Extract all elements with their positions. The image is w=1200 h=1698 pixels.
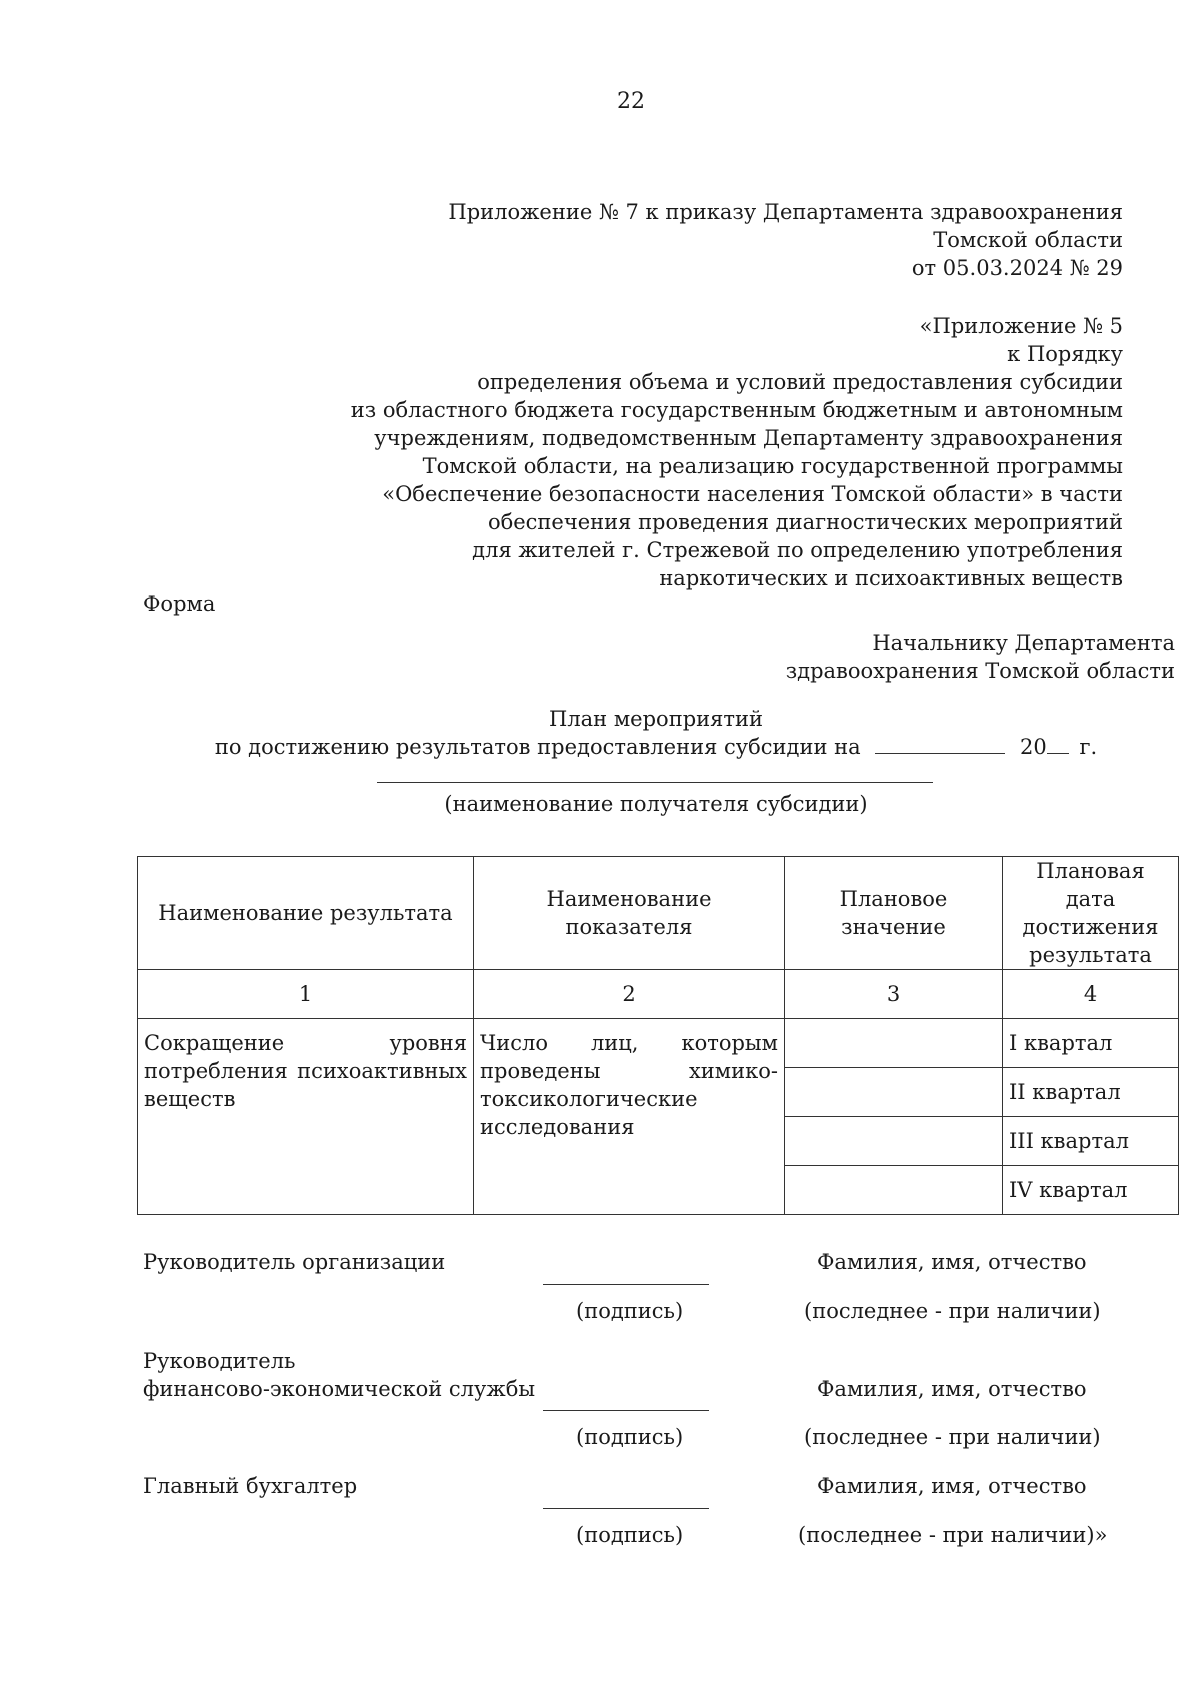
finance-label-line: Руководитель <box>143 1349 296 1373</box>
signature-line <box>543 1508 709 1509</box>
form-label: Форма <box>143 592 216 616</box>
quarter-cell: II квартал <box>1003 1068 1179 1117</box>
column-number: 1 <box>138 970 474 1019</box>
procedure-reference <box>351 312 1123 592</box>
procedure-line: «Приложение № 5 <box>919 314 1123 338</box>
recipient-caption: (наименование получателя субсидии) <box>444 792 868 816</box>
signature-caption: (подпись) <box>576 1523 684 1547</box>
recipient-name-line <box>377 782 933 783</box>
fio-note: (последнее - при наличии) <box>804 1299 1101 1323</box>
fio-note: (последнее - при наличии) <box>804 1425 1101 1449</box>
signature-line <box>543 1410 709 1411</box>
planned-value-cell <box>785 1166 1003 1215</box>
table-header-row <box>138 857 1179 970</box>
results-table <box>137 856 1179 1215</box>
period-blank <box>875 753 1005 754</box>
procedure-line: «Обеспечение безопасности населения Томской области» в части <box>382 482 1123 506</box>
indicator-line: исследования <box>480 1115 635 1139</box>
year-prefix: 20 <box>1020 735 1047 759</box>
planned-value-cell <box>785 1068 1003 1117</box>
signature-line <box>543 1284 709 1285</box>
header-planned-date: Плановая дата достижения результата <box>1003 857 1179 970</box>
plan-subtitle <box>0 733 1200 761</box>
appendix-line: Томской области <box>933 228 1123 252</box>
procedure-line: учреждениям, подведомственным Департаменту здравоохранения <box>374 426 1123 450</box>
column-number: 3 <box>785 970 1003 1019</box>
procedure-line: Томской области, на реализацию государственной программы <box>422 454 1123 478</box>
plan-title: План мероприятий <box>549 707 763 731</box>
signature-caption: (подпись) <box>576 1299 684 1323</box>
quarter-cell: III квартал <box>1003 1117 1179 1166</box>
head-label: Руководитель организации <box>143 1250 446 1274</box>
header-planned-value: Плановое значение <box>785 857 1003 970</box>
table-row <box>138 1019 1179 1068</box>
signature-caption: (подпись) <box>576 1425 684 1449</box>
addressee-line: здравоохранения Томской области <box>785 659 1175 683</box>
planned-value-cell <box>785 1117 1003 1166</box>
procedure-line: определения объема и условий предоставления субсидии <box>477 370 1123 394</box>
year-blank <box>1047 753 1069 754</box>
result-line: Сокращение уровня <box>144 1031 467 1055</box>
fio-note: (последнее - при наличии)» <box>798 1523 1108 1547</box>
appendix-line: Приложение № 7 к приказу Департамента здравоохранения <box>448 200 1123 224</box>
indicator-line: токсикологические <box>480 1087 698 1111</box>
procedure-line: к Порядку <box>1007 342 1123 366</box>
year-suffix: г. <box>1079 735 1098 759</box>
column-number: 4 <box>1003 970 1179 1019</box>
header-result: Наименование результата <box>138 857 474 970</box>
fio-label: Фамилия, имя, отчество <box>817 1474 1087 1498</box>
quarter-cell: I квартал <box>1003 1019 1179 1068</box>
header-indicator: Наименование показателя <box>474 857 785 970</box>
indicator-cell <box>474 1019 785 1215</box>
indicator-line: Число лиц, которым <box>480 1031 778 1055</box>
result-cell <box>138 1019 474 1215</box>
planned-value-cell <box>785 1019 1003 1068</box>
result-line: потребления психоактивных <box>144 1059 467 1083</box>
procedure-line: наркотических и психоактивных веществ <box>659 566 1123 590</box>
fio-label: Фамилия, имя, отчество <box>817 1250 1087 1274</box>
page-number: 22 <box>617 89 645 114</box>
procedure-line: для жителей г. Стрежевой по определению употребления <box>472 538 1123 562</box>
table-number-row <box>138 970 1179 1019</box>
plan-subtitle-text: по достижению результатов предоставления субсидии на <box>214 735 861 759</box>
procedure-line: обеспечения проведения диагностических мероприятий <box>487 510 1123 534</box>
column-number: 2 <box>474 970 785 1019</box>
addressee-line: Начальнику Департамента <box>872 631 1175 655</box>
procedure-line: из областного бюджета государственным бюджетным и автономным <box>350 398 1123 422</box>
addressee <box>786 629 1175 685</box>
finance-label <box>143 1347 535 1403</box>
fio-label: Фамилия, имя, отчество <box>817 1377 1087 1401</box>
finance-label-line: финансово-экономической службы <box>143 1377 536 1401</box>
accountant-label: Главный бухгалтер <box>143 1474 358 1498</box>
appendix-header <box>448 198 1123 282</box>
indicator-line: проведены химико- <box>480 1059 778 1083</box>
quarter-cell: IV квартал <box>1003 1166 1179 1215</box>
appendix-line: от 05.03.2024 № 29 <box>911 256 1123 280</box>
result-line: веществ <box>144 1087 236 1111</box>
